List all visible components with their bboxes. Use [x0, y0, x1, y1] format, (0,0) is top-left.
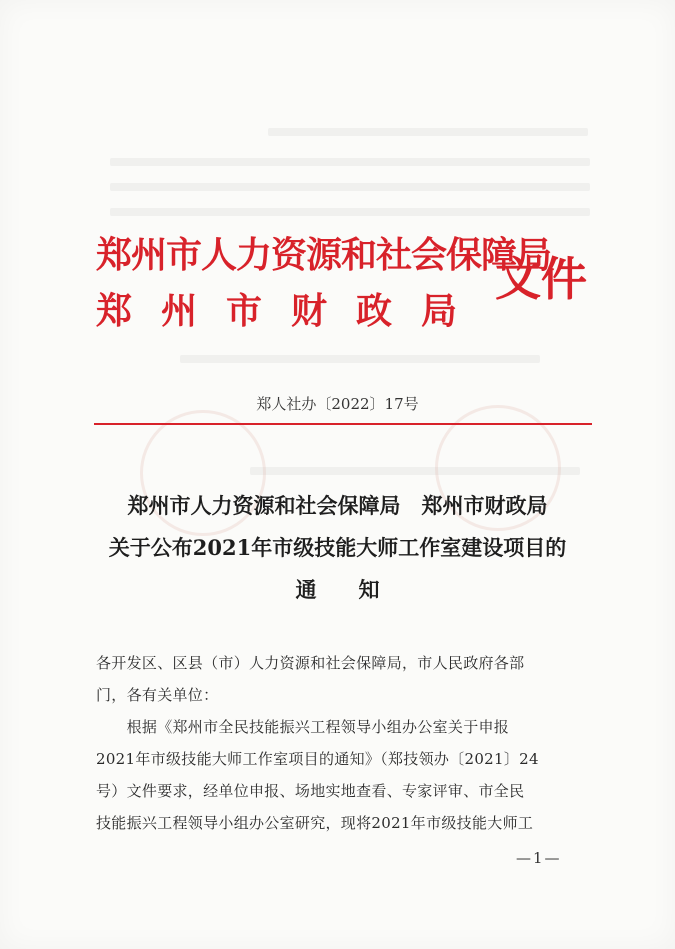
- title-line-2: 关于公布2021年市级技能大师工作室建设项目的: [108, 535, 567, 560]
- body-line: 各开发区、区县（市）人力资源和社会保障局，市人民政府各部: [96, 654, 525, 672]
- body-line: 技能振兴工程领导小组办公室研究，现将2021年市级技能大师工: [96, 814, 534, 832]
- bleed-through-line: [180, 355, 540, 363]
- body-line: 根据《郑州市全民技能振兴工程领导小组办公室关于申报: [96, 718, 510, 736]
- body-line: 2021年市级技能大师工作室项目的通知》（郑技领办〔2021〕24: [96, 750, 539, 768]
- bleed-through-line: [110, 158, 590, 166]
- bleed-through-line: [110, 208, 590, 216]
- bleed-through-line: [268, 128, 588, 136]
- bleed-through-line: [110, 183, 590, 191]
- body-line: 号）文件要求，经单位申报、场地实地查看、专家评审、市全民: [96, 782, 525, 800]
- page-number: —1—: [516, 849, 562, 867]
- document-number: 郑人社办〔2022〕17号: [256, 395, 419, 413]
- issuer-finance-name: 郑州市财政局: [96, 290, 487, 332]
- red-divider-line: [94, 423, 592, 425]
- title-line-3: 通 知: [295, 577, 380, 602]
- issuer-hrss-name: 郑州市人力资源和社会保障局: [96, 234, 552, 276]
- title-line-1: 郑州市人力资源和社会保障局 郑州市财政局: [127, 493, 548, 518]
- body-line: 门，各有关单位：: [96, 686, 219, 704]
- document-type-label: 文件: [495, 252, 587, 306]
